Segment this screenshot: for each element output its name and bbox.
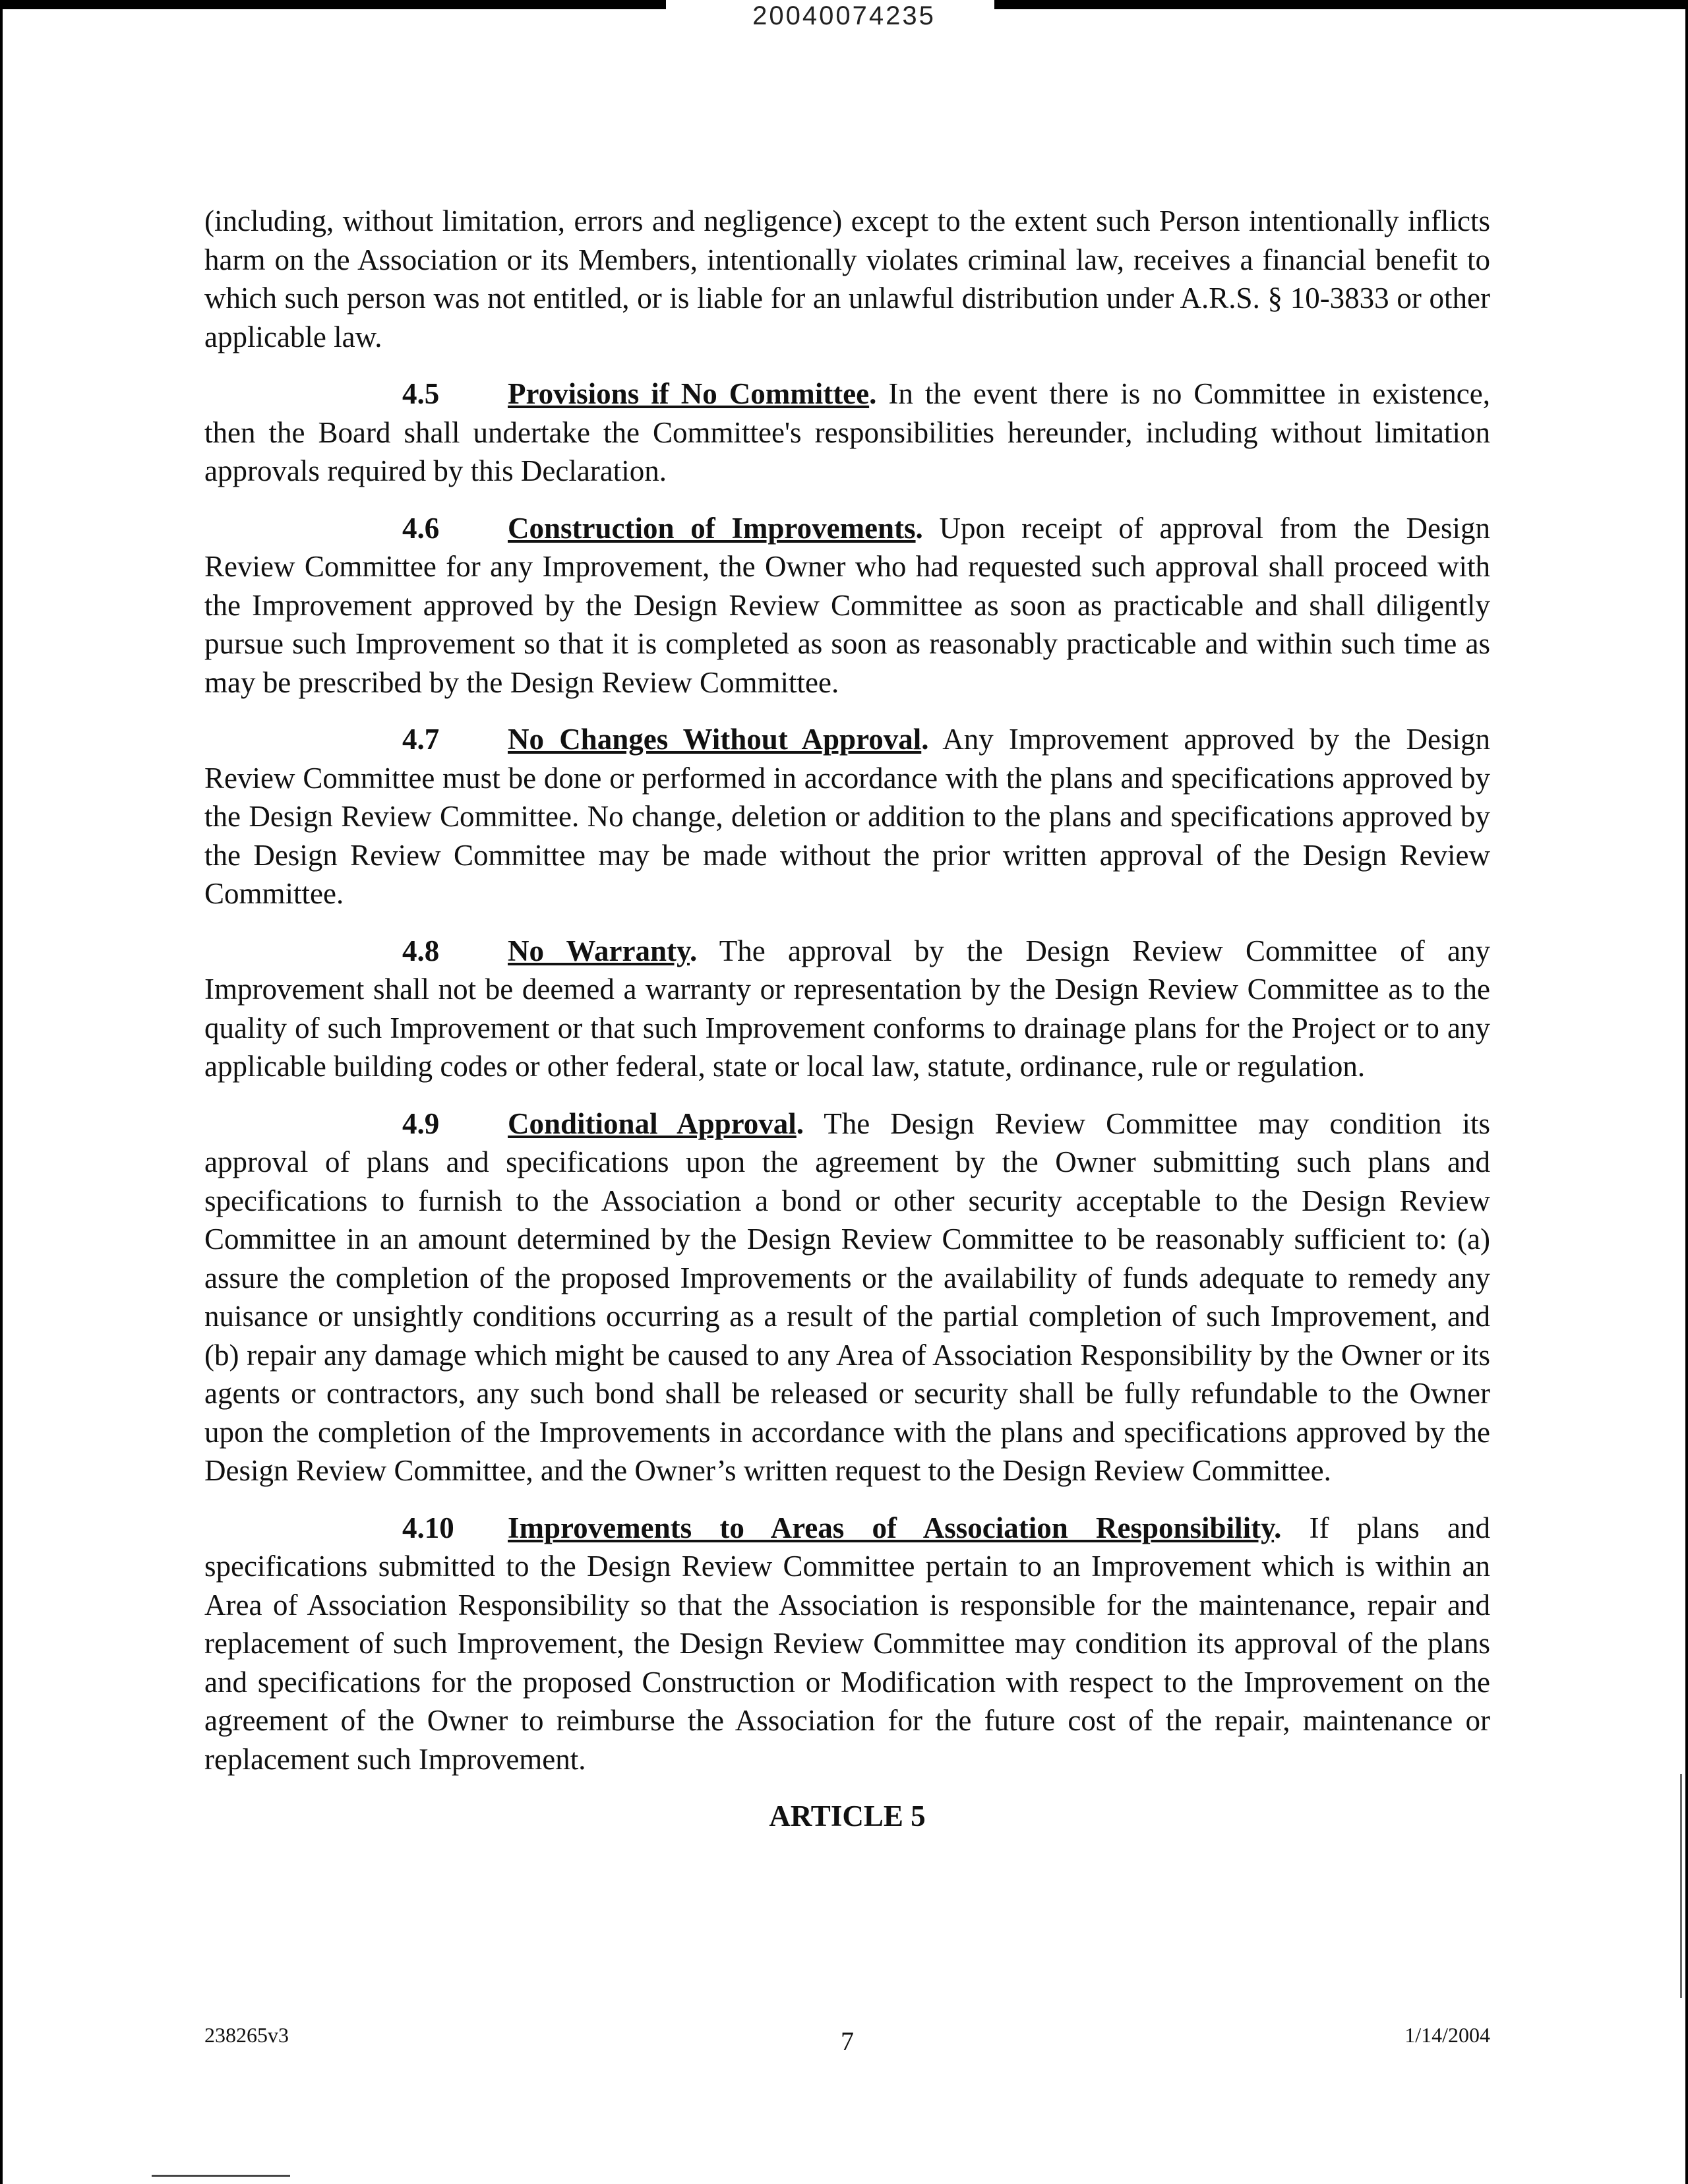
section-number: 4.5 — [402, 377, 440, 410]
right-page-edge — [1685, 0, 1688, 2184]
article-heading: ARTICLE 5 — [769, 1800, 926, 1833]
section-number: 4.6 — [402, 511, 440, 545]
bottom-rule — [152, 2175, 290, 2177]
section-text: In the event there is no Committee in existence, then the Board shall undertake the Committee's responsibilities hereunder, including without limitation approvals required by this Declaration. — [204, 377, 1490, 487]
footer-date: 1/14/2004 — [1404, 2023, 1490, 2047]
footer-doc-id: 238265v3 — [204, 2023, 289, 2047]
section-title: No Changes Without Approval — [508, 723, 922, 756]
section-number: 4.10 — [402, 1511, 454, 1544]
section-text: Any Improvement approved by the Design Review Committee must be done or performed in accordance with the plans and specifications approved by the Design Review Committee. No change, deletion or addition to the plans and specifications approved by the Design Review Committee may be made without the prior written approval of the Design Review Committee. — [204, 723, 1490, 910]
section-title: Provisions if No Committee — [508, 377, 870, 410]
section-4-6: 4.6 Construction of Improvements. Upon receipt of approval from the Design Review Committee for any Improvement, the Owner who had requested such approval shall proceed with the Improvement approved by the Design Review Committee as soon as practicable and shall diligently pursue such Improvement so that it is completed as soon as reasonably practicable and within such time as may be prescribed by the Design Review Committee. — [204, 509, 1490, 702]
left-page-edge — [0, 0, 3, 2184]
section-text: Upon receipt of approval from the Design Review Committee for any Improvement, the Owner who had requested such approval shall proceed with the Improvement approved by the Design Review Committee as soon as practicable and shall diligently pursue such Improvement so that it is completed as soon as reasonably practicable and within such time as may be prescribed by the Design Review Committee. — [204, 511, 1491, 699]
section-4-10: 4.10 Improvements to Areas of Association Responsibility. If plans and specifications submitted to the Design Review Committee pertain to an Improvement which is within an Area of Association Responsibility so that the Association is responsible for the maintenance, repair and replacement of such Improvement, the Design Review Committee may condition its approval of the plans and specifications for the proposed Construction or Modification with respect to the Improvement on the agreement of the Owner to reimburse the Association for the future cost of the repair, maintenance or replacement such Improvement. — [204, 1509, 1490, 1779]
recording-number: 20040074235 — [752, 1, 936, 30]
section-number: 4.8 — [402, 934, 440, 967]
section-text: If plans and specifications submitted to the Design Review Committee pertain to an Improvement which is within an Area of Association Responsibility so that the Association is responsible for the maintenance, repair and replacement of such Improvement, the Design Review Committee may condition its approval of the plans and specifications for the proposed Construction or Modification with respect to the Improvement on the agreement of the Owner to reimburse the Association for the future cost of the repair, maintenance or replacement such Improvement. — [204, 1511, 1491, 1776]
section-title: Improvements to Areas of Association Responsibility — [508, 1511, 1275, 1544]
section-text: The approval by the Design Review Committee of any Improvement shall not be deemed a warranty or representation by the Design Review Committee as to the quality of such Improvement or that such Improvement conforms to drainage plans for the Project or to any applicable building codes or other federal, state or local law, statute, ordinance, rule or regulation. — [204, 934, 1490, 1083]
section-title: Construction of Improvements — [508, 511, 916, 545]
section-number: 4.9 — [402, 1107, 440, 1140]
section-4-9: 4.9 Conditional Approval. The Design Review Committee may condition its approval of plans and specifications upon the agreement by the Owner submitting such plans and specifications to furnish to the Association a bond or other security acceptable to the Design Review Committee in an amount determined by the Design Review Committee to be reasonably sufficient to: (a) assure the completion of the proposed Improvements or the availability of funds adequate to remedy any nuisance or unsightly conditions occurring as a result of the partial completion of such Improvement, and (b) repair any damage which might be caused to any Area of Association Responsibility by the Owner or its agents or contractors, any such bond shall be released or security shall be fully refundable to the Owner upon the completion of the Improvements in accordance with the plans and specifications approved by the Design Review Committee, and the Owner’s written request to the Design Review Committee. — [204, 1105, 1490, 1490]
section-4-8: 4.8 No Warranty. The approval by the Design Review Committee of any Improvement shall not be deemed a warranty or representation by the Design Review Committee as to the quality of such Improvement or that such Improvement conforms to drainage plans for the Project or to any applicable building codes or other federal, state or local law, statute, ordinance, rule or regulation. — [204, 932, 1490, 1086]
section-4-7: 4.7 No Changes Without Approval. Any Improvement approved by the Design Review Committee must be done or performed in accordance with the plans and specifications approved by the Design Review Committee. No change, deletion or addition to the plans and specifications approved by the Design Review Committee may be made without the prior written approval of the Design Review Committee. — [204, 720, 1490, 913]
page-number: 7 — [841, 2026, 854, 2056]
section-title: Conditional Approval — [508, 1107, 797, 1140]
intro-paragraph: (including, without limitation, errors and negligence) except to the extent such Person intentionally inflicts harm on the Association or its Members, intentionally violates criminal law, receives a financial benefit to which such person was not entitled, or is liable for an unlawful distribution under A.R.S. § 10-3833 or other applicable law. — [204, 204, 1490, 353]
section-text: The Design Review Committee may condition its approval of plans and specifications upon the agreement by the Owner submitting such plans and specifications to furnish to the Association a bond or other security acceptable to the Design Review Committee in an amount determined by the Design Review Committee to be reasonably sufficient to: (a) assure the completion of the proposed Improvements or the availability of funds adequate to remedy any nuisance or unsightly conditions occurring as a result of the partial completion of such Improvement, and (b) repair any damage which might be caused to any Area of Association Responsibility by the Owner or its agents or contractors, any such bond shall be released or security shall be fully refundable to the Owner upon the completion of the Improvements in accordance with the plans and specifications approved by the Design Review Committee, and the Owner’s written request to the Design Review Committee. — [204, 1107, 1491, 1487]
page-footer — [204, 2023, 1490, 2063]
section-number: 4.7 — [402, 723, 440, 756]
margin-mark — [1680, 1774, 1682, 1998]
section-title: No Warranty — [508, 934, 690, 967]
section-4-5: 4.5 Provisions if No Committee. In the event there is no Committee in existence, then the Board shall undertake the Committee's responsibilities hereunder, including without limitation approvals required by this Declaration. — [204, 375, 1490, 491]
document-body — [204, 202, 1490, 1836]
